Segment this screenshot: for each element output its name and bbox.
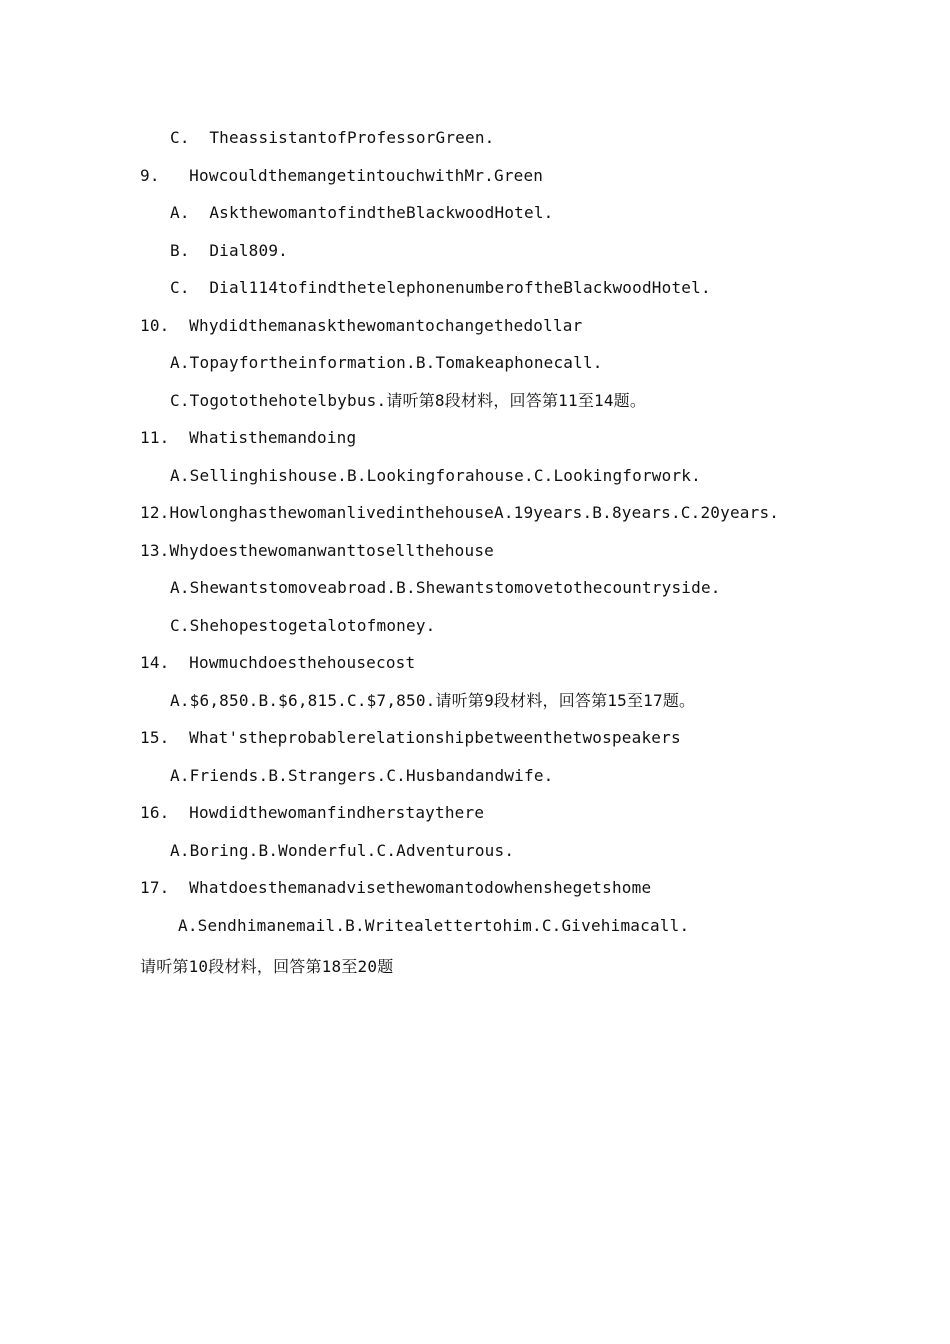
- option-9a: A. AskthewomantofindtheBlackwoodHotel.: [170, 203, 554, 222]
- question-10: 10. Whydidthemanaskthewomantochangethedollar: [140, 316, 583, 335]
- option-9b: B. Dial809.: [170, 241, 288, 260]
- options-10ab: A.Topayfortheinformation.B.Tomakeaphonecall.: [170, 353, 603, 372]
- option-9c: C. Dial114tofindthetelephonenumberoftheBlackwoodHotel.: [170, 278, 711, 297]
- section-instruction-10: 请听第10段材料，回答第18至20题: [140, 957, 394, 976]
- question-16: 16. Howdidthewomanfindherstaythere: [140, 803, 485, 822]
- question-12: 12.HowlonghasthewomanlivedinthehouseA.19years.B.8years.C.20years.: [140, 503, 780, 522]
- options-14-section-instruction: A.$6,850.B.$6,815.C.$7,850.请听第9段材料，回答第15至17题。: [170, 691, 696, 710]
- question-14: 14. Howmuchdoesthehousecost: [140, 653, 416, 672]
- question-11: 11. Whatisthemandoing: [140, 428, 357, 447]
- option-10c-section-instruction: C.Togotothehotelbybus.请听第8段材料，回答第11至14题。: [170, 391, 647, 410]
- options-13ab: A.Shewantstomoveabroad.B.Shewantstomovetothecountryside.: [170, 578, 721, 597]
- options-16: A.Boring.B.Wonderful.C.Adventurous.: [170, 841, 515, 860]
- option-8c: C. TheassistantofProfessorGreen.: [170, 128, 495, 147]
- options-11: A.Sellinghishouse.B.Lookingforahouse.C.Lookingforwork.: [170, 466, 701, 485]
- question-13: 13.Whydoesthewomanwanttosellthehouse: [140, 541, 494, 560]
- question-17: 17. Whatdoesthemanadvisethewomantodowhenshegetshome: [140, 878, 652, 897]
- options-15: A.Friends.B.Strangers.C.Husbandandwife.: [170, 766, 554, 785]
- option-13c: C.Shehopestogetalotofmoney.: [170, 616, 436, 635]
- options-17: A.Sendhimanemail.B.Writealettertohim.C.Givehimacall.: [178, 916, 690, 935]
- question-15: 15. What'stheprobablerelationshipbetweenthetwospeakers: [140, 728, 681, 747]
- question-9: 9. HowcouldthemangetintouchwithMr.Green: [140, 166, 544, 185]
